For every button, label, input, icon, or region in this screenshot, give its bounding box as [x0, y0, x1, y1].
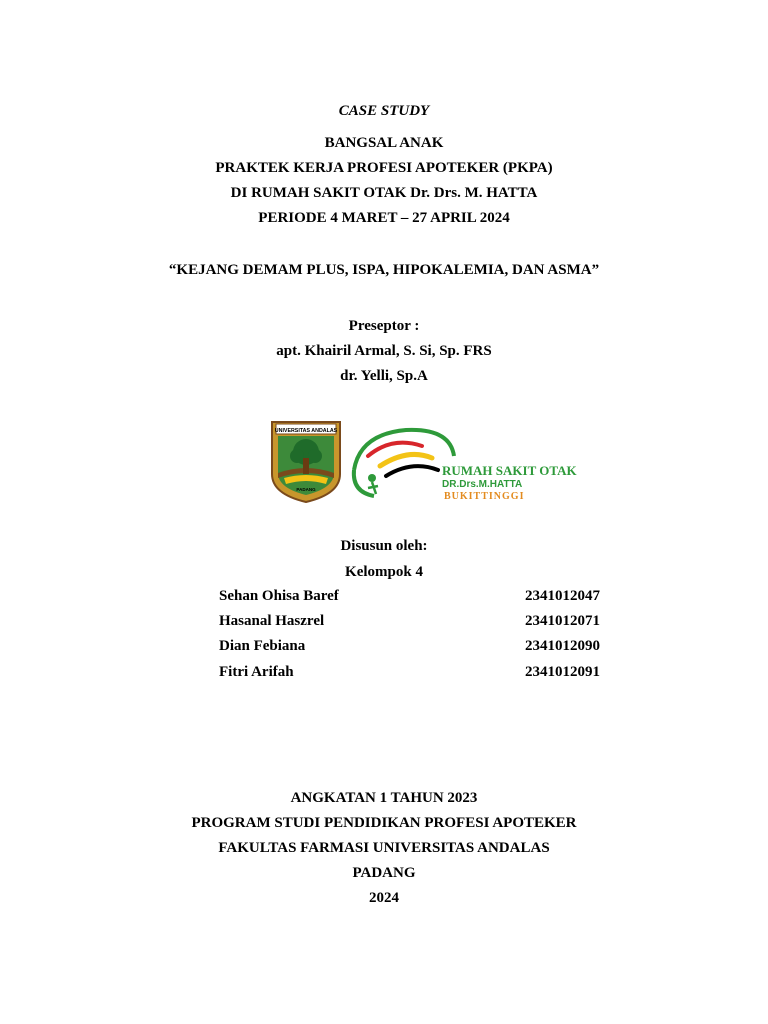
logos	[264, 418, 577, 510]
batch-label: ANGKATAN 1 TAHUN 2023	[290, 790, 478, 806]
city-label: PADANG	[352, 865, 416, 881]
case-title: “KEJANG DEMAM PLUS, ISPA, HIPOKALEMIA, DAN ASMA”	[168, 262, 600, 278]
universitas-andalas-logo	[268, 418, 344, 504]
member-row	[0, 587, 768, 605]
study-program-label: PROGRAM STUDI PENDIDIKAN PROFESI APOTEKER	[191, 815, 577, 831]
rumah-sakit-otak-logo	[346, 422, 577, 508]
seal-text: UNIVERSITAS ANDALAS	[274, 428, 338, 434]
ward-title: BANGSAL ANAK	[324, 135, 444, 151]
compiled-by-label: Disusun oleh:	[340, 538, 428, 554]
year-label: 2024	[369, 890, 399, 906]
member-name: Dian Febiana	[219, 638, 306, 654]
hospital-title: DI RUMAH SAKIT OTAK Dr. Drs. M. HATTA	[230, 185, 538, 201]
preceptor-name: apt. Khairil Armal, S. Si, Sp. FRS	[276, 343, 492, 359]
member-row	[0, 663, 768, 681]
member-row	[0, 612, 768, 630]
member-name: Sehan Ohisa Baref	[219, 588, 339, 604]
member-nim: 2341012090	[525, 638, 600, 654]
member-nim: 2341012071	[525, 613, 600, 629]
member-nim: 2341012091	[525, 664, 600, 680]
case-study-label: CASE STUDY	[338, 103, 430, 119]
member-name: Fitri Arifah	[219, 664, 294, 680]
preceptor-label: Preseptor :	[348, 318, 420, 334]
program-title: PRAKTEK KERJA PROFESI APOTEKER (PKPA)	[215, 160, 553, 176]
preceptor-name: dr. Yelli, Sp.A	[340, 368, 428, 384]
faculty-label: FAKULTAS FARMASI UNIVERSITAS ANDALAS	[218, 840, 550, 856]
hospital-logo-name: RUMAH SAKIT OTAK	[442, 463, 577, 478]
seal-text: PADANG	[296, 487, 316, 492]
group-label: Kelompok 4	[345, 564, 423, 580]
member-name: Hasanal Haszrel	[219, 613, 325, 629]
hospital-logo-city: BUKITTINGGI	[444, 491, 525, 502]
member-row	[0, 637, 768, 655]
period-title: PERIODE 4 MARET – 27 APRIL 2024	[258, 210, 510, 226]
member-nim: 2341012047	[525, 588, 600, 604]
hospital-logo-doctor: DR.Drs.M.HATTA	[442, 479, 523, 490]
